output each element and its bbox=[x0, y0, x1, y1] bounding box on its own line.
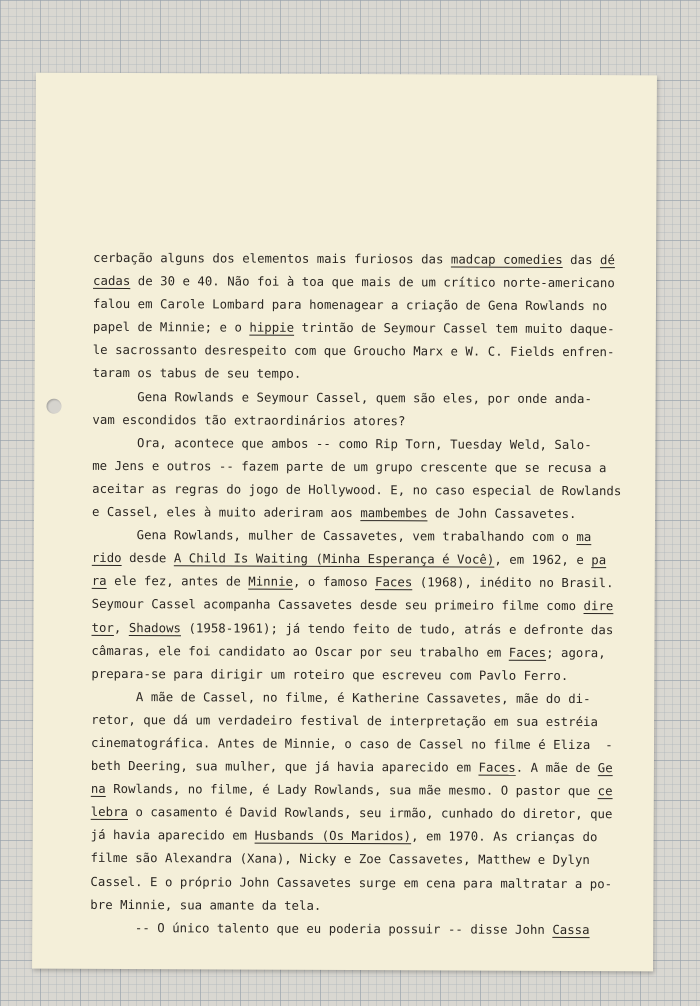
text-line bbox=[92, 547, 622, 572]
text-segment: prepara-se para dirigir um roteiro que escreveu com Pavlo Ferro. bbox=[91, 666, 569, 683]
text-segment: das bbox=[562, 252, 601, 268]
underlined-text: madcap comedies bbox=[450, 252, 563, 267]
text-segment: de John Cassavetes. bbox=[427, 506, 577, 522]
text-line bbox=[91, 732, 621, 757]
text-segment: Cassel. E o próprio John Cassavetes surge em cena para maltratar a po- bbox=[90, 874, 613, 891]
text-segment: desde bbox=[121, 551, 174, 566]
underlined-text: mambembes bbox=[360, 506, 428, 521]
text-line bbox=[91, 755, 621, 780]
underlined-text: na bbox=[90, 782, 106, 797]
text-segment: me Jens e outros -- fazem parte de um grupo crescente que se recusa a bbox=[92, 458, 607, 475]
text-segment: ; agora, bbox=[546, 645, 606, 660]
text-segment: ele fez, antes de bbox=[106, 574, 249, 589]
text-line bbox=[92, 524, 622, 549]
underlined-text: ma bbox=[576, 530, 592, 545]
text-segment: Ora, acontece que ambos -- como Rip Torn, Tuesday Weld, Salo- bbox=[92, 435, 592, 452]
text-segment: câmaras, ele foi candidato ao Oscar por seu trabalho em bbox=[91, 643, 509, 660]
underlined-text: cadas bbox=[93, 273, 131, 289]
text-segment: aceitar as regras do jogo de Hollywood. E, no caso especial de Rowlands bbox=[92, 481, 622, 499]
text-line bbox=[90, 870, 620, 895]
underlined-text: rido bbox=[91, 551, 122, 566]
underlined-text: pa bbox=[591, 553, 607, 568]
text-line bbox=[91, 801, 621, 826]
underlined-text: hippie bbox=[249, 320, 295, 336]
underlined-text: Faces bbox=[374, 575, 413, 590]
underlined-text: Cassa bbox=[552, 922, 590, 937]
text-segment: , o famoso bbox=[292, 575, 376, 590]
underlined-text: Ge bbox=[597, 761, 613, 776]
text-line bbox=[91, 824, 621, 849]
text-line bbox=[91, 778, 621, 803]
text-segment: bre Minnie, sua amante da tela. bbox=[90, 897, 322, 913]
text-segment: cerbação alguns dos elementos mais furiosos das bbox=[93, 250, 451, 267]
text-segment: trintão de Seymour Cassel tem muito daque- bbox=[294, 321, 615, 337]
underlined-text: A Child Is Waiting (Minha Esperança é Você) bbox=[173, 551, 495, 567]
text-line bbox=[90, 847, 620, 872]
text-line bbox=[93, 270, 623, 295]
underlined-text: Shadows bbox=[128, 620, 182, 635]
text-segment: Gena Rowlands, mulher de Cassavetes, vem trabalhando com o bbox=[91, 528, 577, 545]
text-line bbox=[93, 362, 623, 387]
underlined-text: dire bbox=[583, 599, 614, 614]
text-line bbox=[92, 570, 622, 595]
underlined-text: Husbands (Os Maridos) bbox=[254, 828, 412, 844]
text-segment: filme são Alexandra (Xana), Nicky e Zoe Cassavetes, Matthew e Dylyn bbox=[90, 851, 590, 868]
text-line bbox=[92, 455, 622, 480]
underlined-text: ce bbox=[597, 784, 613, 799]
text-line bbox=[91, 686, 621, 711]
text-segment: , em 1962, e bbox=[494, 552, 592, 568]
typewritten-page bbox=[32, 73, 657, 972]
text-segment: , bbox=[113, 620, 129, 635]
text-line bbox=[92, 501, 622, 526]
text-segment: e Cassel, eles à muito aderiram aos bbox=[92, 504, 361, 521]
underlined-text: Faces bbox=[478, 760, 516, 775]
underlined-text: Faces bbox=[508, 645, 547, 660]
text-segment: cinematográfica. Antes de Minnie, o caso de Cassel no filme é Eliza - bbox=[91, 735, 613, 753]
text-segment: já havia aparecido em bbox=[90, 828, 255, 843]
underlined-text: dé bbox=[599, 253, 615, 268]
text-segment: falou em Carole Lombard para homenagear a criação de Gena Rowlands no bbox=[92, 297, 608, 314]
text-segment: beth Deering, sua mulher, que já havia aparecido em bbox=[90, 758, 479, 775]
text-line bbox=[92, 385, 622, 410]
text-segment: (1968), inédito no Brasil. bbox=[412, 575, 614, 591]
text-segment: o casamento é David Rowlands, seu irmão, cunhado do diretor, que bbox=[127, 805, 613, 822]
text-segment: , em 1970. As crianças do bbox=[411, 829, 598, 845]
text-line bbox=[93, 247, 623, 272]
text-line bbox=[93, 293, 623, 318]
text-segment: papel de Minnie; e o bbox=[92, 320, 250, 335]
text-line bbox=[92, 409, 622, 434]
text-segment: . A mãe de bbox=[515, 760, 598, 776]
text-line bbox=[91, 663, 621, 688]
punch-hole bbox=[46, 399, 61, 414]
text-line bbox=[91, 639, 621, 664]
text-line bbox=[92, 478, 622, 503]
underlined-text: tor bbox=[91, 620, 114, 635]
underlined-text: ra bbox=[91, 574, 107, 589]
underlined-text: lebra bbox=[90, 805, 129, 820]
text-segment: Rowlands, no filme, é Lady Rowlands, sua mãe mesmo. O pastor que bbox=[105, 782, 598, 799]
text-line bbox=[93, 339, 623, 364]
text-segment: -- O único talento que eu poderia possuir -- disse John bbox=[90, 920, 553, 937]
text-segment: de 30 e 40. Não foi à toa que mais de um crítico norte-americano bbox=[130, 274, 615, 291]
text-line bbox=[91, 616, 621, 641]
text-line bbox=[90, 894, 620, 919]
text-segment: taram os tabus de seu tempo. bbox=[92, 366, 302, 382]
text-line bbox=[92, 593, 622, 618]
text-segment: Gena Rowlands e Seymour Cassel, quem são eles, por onde anda- bbox=[92, 389, 592, 406]
text-line bbox=[93, 316, 623, 341]
text-segment: vam escondidos tão extraordinários atores? bbox=[92, 412, 406, 428]
text-segment: A mãe de Cassel, no filme, é Katherine Cassavetes, mãe do di- bbox=[91, 689, 591, 706]
text-segment: le sacrossanto desrespeito com que Groucho Marx e W. C. Fields enfren- bbox=[92, 343, 615, 360]
text-segment: retor, que dá um verdadeiro festival de interpretação em sua estréia bbox=[91, 712, 598, 729]
text-segment: Seymour Cassel acompanha Cassavetes desde seu primeiro filme como bbox=[91, 597, 584, 614]
text-line bbox=[90, 917, 620, 942]
underlined-text: Minnie bbox=[248, 574, 294, 590]
text-line bbox=[92, 432, 622, 457]
text-line bbox=[91, 709, 621, 734]
typed-text-body bbox=[90, 247, 623, 942]
text-segment: (1958-1961); já tendo feito de tudo, atrás e defronte das bbox=[180, 620, 614, 637]
